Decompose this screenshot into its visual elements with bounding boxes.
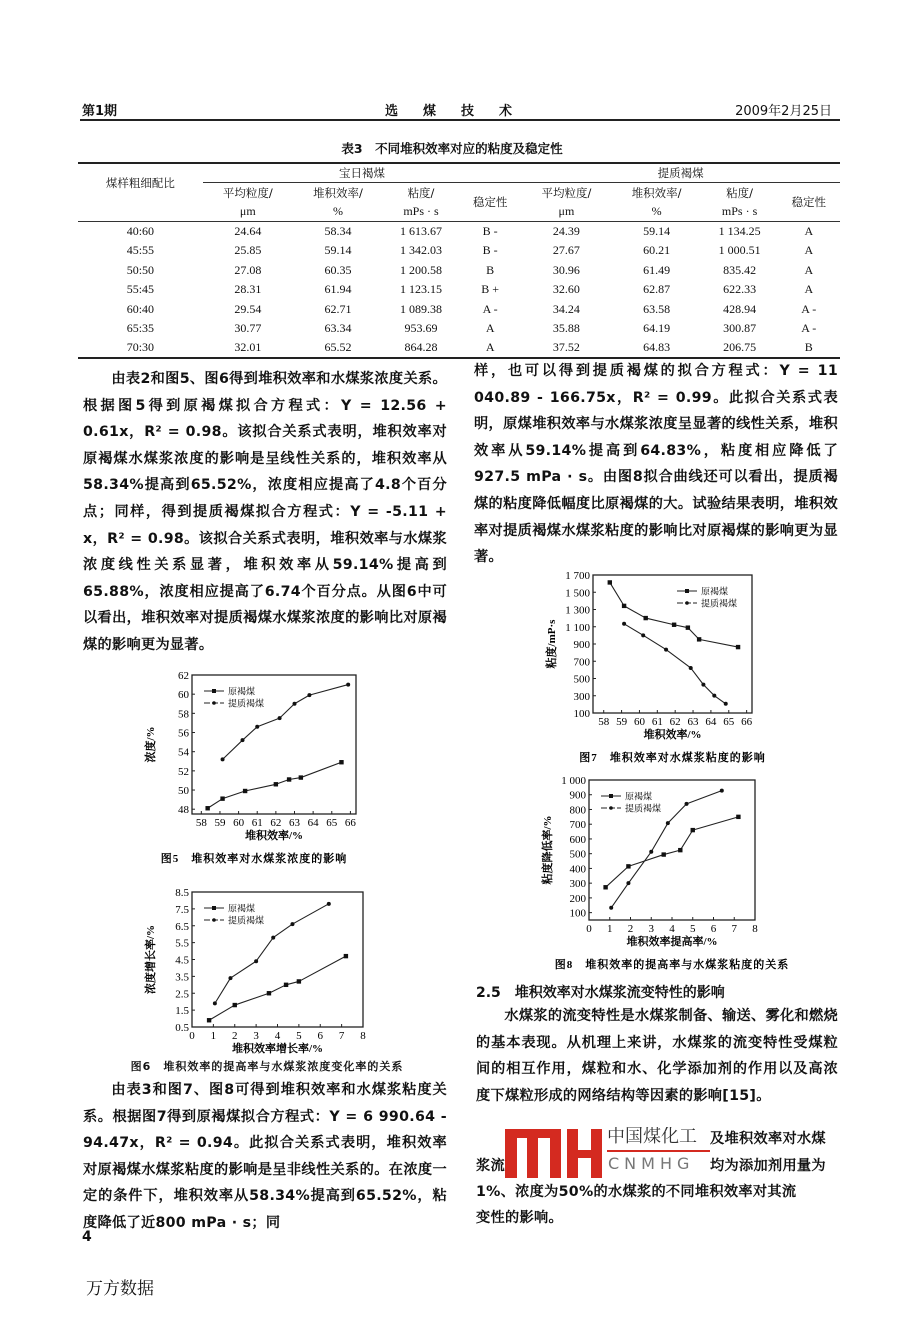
data-point <box>686 625 690 629</box>
y-axis-label: 粘度降低率/% <box>542 815 554 885</box>
data-point <box>293 702 297 706</box>
data-point <box>664 648 668 652</box>
paragraph-rheology-2-line2b: 均为添加剂用量为 <box>710 1158 826 1174</box>
y-tick-label: 0.5 <box>175 1022 189 1034</box>
data-point <box>662 852 666 856</box>
y-tick-label: 700 <box>573 656 590 669</box>
data-point <box>626 864 630 868</box>
x-axis-label: 堆积效率增长率/% <box>231 1043 324 1055</box>
page-number: 4 <box>82 1229 92 1245</box>
legend-marker <box>212 906 216 910</box>
y-tick-label: 4.5 <box>175 954 189 967</box>
table-cell: A <box>804 243 814 258</box>
x-tick-label: 2 <box>627 923 634 935</box>
table-cell: 622.33 <box>723 282 757 297</box>
y-tick-label: 1 000 <box>561 775 586 787</box>
table-row <box>78 300 840 320</box>
table-cell: 29.54 <box>234 301 262 316</box>
journal-name: 选 煤 技 术 <box>385 104 519 119</box>
y-tick-label: 100 <box>569 907 586 920</box>
data-point <box>666 821 670 825</box>
y-tick-label: 800 <box>569 804 586 817</box>
y-tick-label: 1.5 <box>175 1005 189 1018</box>
figure-caption: 图5 堆积效率对水煤浆浓度的影响 <box>160 853 348 865</box>
data-point <box>697 637 701 641</box>
group-header-baori: 宝日褐煤 <box>203 163 522 183</box>
table-cell: 58.34 <box>324 224 352 238</box>
subheader-tizhi-3: 稳定性 <box>778 183 840 222</box>
table-cell: 24.64 <box>234 224 262 238</box>
subheader-baori-2: 粘度/ <box>407 185 435 200</box>
table-row <box>78 261 840 281</box>
series-line-0 <box>606 817 739 887</box>
x-tick-label: 6 <box>317 1030 323 1042</box>
table-cell: B <box>778 339 840 359</box>
table-cell: 1 613.67 <box>400 224 442 238</box>
data-point <box>339 760 343 764</box>
paragraph-rheology: 水煤浆的流变特性是水煤浆制备、输送、雾化和燃烧的基本表现。从机理上来讲，水煤浆的流变特性受煤粒间的相互作用，煤粒和水、化学添加剂的作用以及高浓度下煤粒形成的网络结构等因素的影响[15]。 <box>476 1008 838 1104</box>
table-cell: 32.01 <box>203 339 293 359</box>
table-cell: 65.52 <box>293 339 383 359</box>
table-cell: A <box>804 262 814 277</box>
data-point <box>724 702 728 706</box>
data-point <box>603 885 607 889</box>
y-tick-label: 300 <box>569 878 586 891</box>
x-tick-label: 66 <box>344 817 356 829</box>
table-cell: 65:35 <box>126 321 155 336</box>
table-cell: 1 342.03 <box>400 243 442 258</box>
legend-label: 原褐煤 <box>228 686 256 697</box>
data-point <box>241 738 245 742</box>
data-point <box>287 777 291 781</box>
data-point <box>307 693 311 697</box>
y-tick-label: 400 <box>569 863 586 876</box>
section-heading-2-5: 2.5 堆积效率对水煤浆流变特性的影响 <box>476 985 725 1001</box>
x-tick-label: 58 <box>195 817 207 829</box>
table-cell: 206.75 <box>702 339 778 359</box>
x-tick-label: 4 <box>669 923 675 935</box>
subheader-unit: μm <box>521 202 611 222</box>
y-tick-label: 500 <box>573 673 590 686</box>
data-point <box>691 828 695 832</box>
y-tick-label: 7.5 <box>175 903 189 916</box>
subheader-unit: μm <box>203 202 293 222</box>
table-cell: 34.24 <box>552 301 580 316</box>
table-cell: 27.67 <box>552 243 580 258</box>
table-cell: 55:45 <box>126 282 155 297</box>
table-cell: 30.96 <box>552 262 580 277</box>
watermark-en: CNMHG <box>608 1154 695 1173</box>
x-tick-label: 59 <box>616 716 628 728</box>
table-cell: 1 089.38 <box>400 301 442 316</box>
group-header-tizhi: 提质褐煤 <box>521 163 840 183</box>
data-point <box>685 802 689 806</box>
data-point <box>327 902 331 906</box>
table-row <box>78 241 840 261</box>
data-point <box>243 789 247 793</box>
subheader-baori-0: 平均粒度/ <box>222 185 273 200</box>
paragraph-rheology-2-line1: 及堆积效率对水煤 <box>710 1131 826 1147</box>
paragraph-viscosity: 由表3和图7、图8可得到堆积效率和水煤浆粘度关系。根据图7得到原褐煤拟合方程式：Y = 6 990.64 - 94.47x，R² = 0.94。此拟合关系式表明，堆积效率对原褐煤水煤浆粘度的影响是呈非线性关系的。在浓度一定的条件下，堆积效率从58.34%提高到65.52%，粘度降低了近800 mPa · s；同 <box>83 1082 447 1231</box>
x-tick-label: 61 <box>651 716 663 728</box>
data-point <box>644 616 648 620</box>
table-cell: 24.39 <box>552 224 580 238</box>
data-point <box>290 922 294 926</box>
figure-caption: 图7 堆积效率对水煤浆粘度的影响 <box>579 752 766 763</box>
y-tick-label: 700 <box>569 819 586 832</box>
data-point <box>205 806 209 810</box>
y-axis-label: 浓度/% <box>145 726 157 763</box>
table-cell: 64.83 <box>611 339 701 359</box>
data-point <box>207 1018 211 1022</box>
table-row <box>78 319 840 339</box>
y-tick-label: 58 <box>178 708 189 721</box>
table-cell: 953.69 <box>404 321 438 336</box>
table-cell: 25.85 <box>234 243 262 258</box>
legend-label: 原褐煤 <box>701 586 729 597</box>
table-cell: 63.34 <box>324 321 352 336</box>
plot-frame <box>593 575 752 713</box>
table-cell: 864.28 <box>383 339 459 359</box>
watermark-rule <box>607 1150 710 1152</box>
figure-8-chart <box>530 773 820 978</box>
table-cell: 64.19 <box>643 321 671 336</box>
table-cell: 37.52 <box>521 339 611 359</box>
table-cell: 1 123.15 <box>400 282 442 297</box>
paragraph-rheology-2-line3: 1%、浓度为50%的水煤浆的不同堆积效率对其流 <box>476 1184 797 1200</box>
y-tick-label: 1 300 <box>565 604 590 617</box>
data-point <box>608 580 612 584</box>
data-point <box>672 623 676 627</box>
paragraph-rheology-2-line4: 变性的影响。 <box>476 1210 563 1226</box>
y-tick-label: 1 500 <box>565 587 590 600</box>
x-axis-label: 堆积效率提高率/% <box>626 936 718 948</box>
data-point <box>346 683 350 687</box>
data-point <box>267 991 271 995</box>
data-point <box>689 666 693 670</box>
x-tick-label: 60 <box>233 817 245 829</box>
data-point <box>255 725 259 729</box>
table-cell: 35.88 <box>552 321 580 336</box>
table-cell: 835.42 <box>723 262 757 277</box>
table-cell: A - <box>801 321 817 336</box>
x-tick-label: 63 <box>289 817 300 829</box>
data-point <box>271 936 275 940</box>
x-tick-label: 58 <box>598 716 610 728</box>
x-tick-label: 4 <box>274 1030 281 1042</box>
series-line-0 <box>209 956 346 1020</box>
x-tick-label: 60 <box>633 716 645 728</box>
data-point <box>220 796 224 800</box>
plot-frame <box>589 780 755 920</box>
table-cell: A - <box>801 301 817 316</box>
x-tick-label: 5 <box>296 1030 302 1042</box>
x-tick-label: 1 <box>607 923 613 935</box>
table-cell: A <box>459 339 521 359</box>
y-tick-label: 50 <box>178 785 189 798</box>
data-point <box>649 850 653 854</box>
x-tick-label: 64 <box>705 716 717 728</box>
subheader-unit: mPs · s <box>702 202 778 222</box>
table-cell: B - <box>482 243 498 258</box>
plot-frame <box>192 892 363 1027</box>
x-tick-label: 66 <box>741 716 753 728</box>
x-tick-label: 1 <box>210 1030 217 1042</box>
x-tick-label: 0 <box>189 1030 195 1042</box>
table-title: 表3 不同堆积效率对应的粘度及稳定性 <box>341 141 563 156</box>
y-tick-label: 3.5 <box>175 971 189 984</box>
table-cell: 60.21 <box>643 243 671 258</box>
data-point <box>720 789 724 793</box>
legend-marker <box>212 701 216 705</box>
table-cell: 32.60 <box>552 282 580 297</box>
table-cell: 1 200.58 <box>400 262 442 277</box>
y-tick-label: 1 700 <box>565 570 590 582</box>
data-point <box>622 622 626 626</box>
table-cell: 45:55 <box>126 243 155 258</box>
figure-6-caption: 图6 堆积效率的提高率与水煤浆浓度变化率的关系 <box>130 1060 404 1073</box>
table-cell: A <box>804 224 814 238</box>
table-cell: 28.31 <box>234 282 262 297</box>
y-tick-label: 1 100 <box>565 621 590 634</box>
data-point <box>213 1001 217 1005</box>
x-tick-label: 63 <box>687 716 699 728</box>
data-point <box>228 976 232 980</box>
x-tick-label: 5 <box>690 923 696 935</box>
x-tick-label: 0 <box>586 923 592 935</box>
legend-marker <box>212 918 216 922</box>
data-point <box>609 906 613 910</box>
watermark-logo <box>505 1127 710 1178</box>
legend-label: 原褐煤 <box>228 903 256 914</box>
y-axis-label: 粘度/mP·s <box>546 619 558 669</box>
table-cell: 50:50 <box>126 262 155 277</box>
y-tick-label: 500 <box>569 848 586 861</box>
table-cell: A <box>485 321 495 336</box>
y-tick-label: 54 <box>178 746 189 759</box>
x-tick-label: 62 <box>669 716 681 728</box>
x-tick-label: 3 <box>648 923 654 935</box>
data-point <box>284 983 288 987</box>
subheader-unit: mPs · s <box>383 202 459 222</box>
table-cell: 61.94 <box>324 282 352 297</box>
x-tick-label: 8 <box>360 1030 366 1042</box>
table-cell: B - <box>482 224 498 238</box>
table-row <box>78 222 840 242</box>
table-cell: A - <box>482 301 498 316</box>
x-axis-label: 堆积效率/% <box>244 830 304 842</box>
x-tick-label: 7 <box>731 923 737 935</box>
table-cell: 60.35 <box>324 262 352 277</box>
table-cell: 30.77 <box>234 321 262 336</box>
legend-label: 提质褐煤 <box>625 803 662 814</box>
x-tick-label: 64 <box>307 817 319 829</box>
issue-number: 第1期 <box>82 104 118 119</box>
legend-marker <box>212 689 216 693</box>
subheader-baori-1: 堆积效率/ <box>313 185 363 200</box>
data-point <box>254 959 258 963</box>
legend-label: 提质褐煤 <box>228 698 265 709</box>
y-tick-label: 56 <box>178 727 189 740</box>
data-point <box>626 881 630 885</box>
table-cell: 1 000.51 <box>718 243 761 258</box>
table-cell: B + <box>481 282 500 297</box>
paragraph-concentration: 由表2和图5、图6得到堆积效率和水煤浆浓度关系。根据图5得到原褐煤拟合方程式：Y = 12.56 + 0.61x，R² = 0.98。该拟合关系式表明，堆积效率对原褐煤水煤浆浓度的影响是呈线性关系的，堆积效率从58.34%提高到65.52%，浓度相应提高了4.8个百分点；同样，得到提质褐煤拟合方程式：Y = -5.11 + x，R² = 0.98。该拟合关系式表明，堆积效率与水煤浆浓度线性关系显著，堆积效率从59.14%提高到65.88%，浓度相应提高了6.74个百分点。从图6中可以看出，堆积效率对提质褐煤水煤浆浓度的影响比对原褐煤的影响更为显著。 <box>83 371 447 653</box>
y-tick-label: 900 <box>569 789 586 802</box>
y-tick-label: 2.5 <box>175 988 189 1001</box>
legend-label: 提质褐煤 <box>228 915 265 926</box>
table-cell: 40:60 <box>126 224 155 238</box>
footer-wanfang: 万方数据 <box>86 1279 154 1299</box>
subheader-tizhi-2: 粘度/ <box>726 185 754 200</box>
data-point <box>344 954 348 958</box>
data-point <box>736 815 740 819</box>
y-tick-label: 48 <box>178 804 189 817</box>
table-cell: 60:40 <box>126 301 155 316</box>
series-line-1 <box>624 624 726 704</box>
x-tick-label: 2 <box>232 1030 238 1042</box>
table-cell: 61.49 <box>643 262 671 277</box>
legend-marker <box>609 806 613 810</box>
y-tick-label: 900 <box>573 639 590 651</box>
y-tick-label: 5.5 <box>175 937 189 950</box>
y-tick-label: 52 <box>178 765 189 778</box>
subheader-tizhi-1: 堆积效率/ <box>631 185 682 200</box>
data-point <box>736 645 740 649</box>
figure-7-chart <box>530 568 780 763</box>
table-cell: 428.94 <box>723 301 757 316</box>
y-tick-label: 100 <box>573 708 590 720</box>
x-tick-label: 8 <box>752 923 758 935</box>
y-tick-label: 600 <box>569 833 586 846</box>
legend-marker <box>609 794 613 798</box>
col-header-ratio: 煤样粗细配比 <box>78 163 203 202</box>
data-point <box>678 848 682 852</box>
plot-frame <box>192 675 356 814</box>
data-point <box>233 1003 237 1007</box>
x-tick-label: 7 <box>338 1030 345 1042</box>
data-point <box>221 757 225 761</box>
subheader-tizhi-0: 平均粒度/ <box>541 185 592 200</box>
table-cell: B <box>486 262 495 277</box>
table-cell: 70:30 <box>78 339 203 359</box>
y-tick-label: 62 <box>178 670 189 682</box>
table-cell: A <box>804 282 814 297</box>
legend-label: 提质褐煤 <box>701 598 738 609</box>
table-row <box>78 339 840 359</box>
y-tick-label: 6.5 <box>175 920 189 933</box>
x-tick-label: 65 <box>326 817 338 829</box>
figure-5-chart <box>140 665 380 870</box>
x-tick-label: 3 <box>253 1030 259 1042</box>
table-row <box>78 280 840 300</box>
subheader-unit: % <box>293 202 383 222</box>
table-cell: 27.08 <box>234 262 262 277</box>
table-3 <box>78 162 840 359</box>
data-point <box>641 633 645 637</box>
data-point <box>278 716 282 720</box>
data-point <box>622 604 626 608</box>
header-rule <box>80 119 840 121</box>
paragraph-viscosity-cont: 样，也可以得到提质褐煤的拟合方程式：Y = 11 040.89 - 166.75x，R² = 0.99。此拟合关系式表明，原煤堆积效率与水煤浆浓度呈显著的线性关系，堆积效率从59.14%提高到64.83%，粘度相应降低了927.5 mPa · s。由图8拟合曲线还可以看出，提质褐煤的粘度降低幅度比原褐煤的大。试验结果表明，堆积效率对提质褐煤水煤浆粘度的影响比对原褐煤的影响更为显著。 <box>474 363 838 566</box>
figure-6-chart <box>140 882 390 1065</box>
subheader-unit: % <box>611 202 701 222</box>
watermark-cn: 中国煤化工 <box>607 1127 697 1147</box>
data-point <box>274 782 278 786</box>
issue-date: 2009年2月25日 <box>735 104 832 119</box>
x-axis-label: 堆积效率/% <box>643 729 702 741</box>
table-cell: 63.58 <box>643 301 671 316</box>
legend-label: 原褐煤 <box>625 791 653 802</box>
y-tick-label: 60 <box>178 689 189 702</box>
x-tick-label: 62 <box>270 817 282 829</box>
table-cell: 59.14 <box>324 243 352 258</box>
data-point <box>701 683 705 687</box>
legend-marker <box>685 589 689 593</box>
y-axis-label: 浓度增长率/% <box>145 924 157 995</box>
table-cell: 62.87 <box>643 282 671 297</box>
table-cell: 1 134.25 <box>718 224 761 238</box>
x-tick-label: 65 <box>723 716 735 728</box>
x-tick-label: 6 <box>710 923 717 935</box>
legend-marker <box>685 601 689 605</box>
x-tick-label: 61 <box>251 817 263 829</box>
table-cell: 59.14 <box>643 224 671 238</box>
paragraph-rheology-2-line2a: 浆流 <box>476 1158 505 1174</box>
x-tick-label: 59 <box>214 817 226 829</box>
y-tick-label: 300 <box>573 690 590 703</box>
data-point <box>712 694 716 698</box>
data-point <box>299 775 303 779</box>
y-tick-label: 8.5 <box>175 887 189 899</box>
data-point <box>297 979 301 983</box>
subheader-baori-3: 稳定性 <box>459 183 521 222</box>
table-cell: 300.87 <box>723 321 757 336</box>
figure-caption: 图8 堆积效率的提高率与水煤浆粘度的关系 <box>554 959 790 971</box>
table-cell: 62.71 <box>324 301 352 316</box>
y-tick-label: 200 <box>569 892 586 905</box>
